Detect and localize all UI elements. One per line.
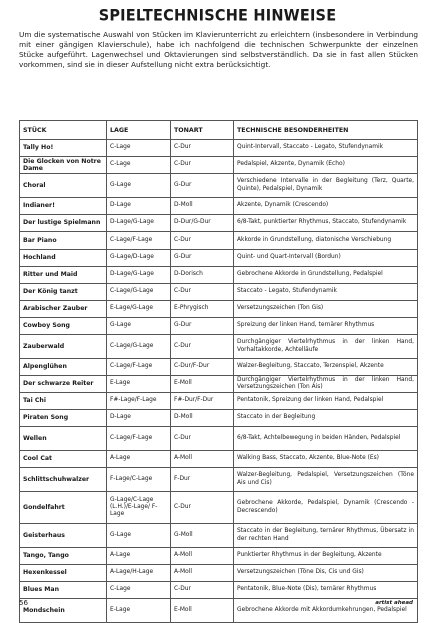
cell-technik: Pentatonik, Spreizung der linken Hand, Pedalspiel	[234, 393, 418, 410]
cell-tonart: G-Dur	[171, 174, 234, 198]
table-row	[20, 232, 418, 250]
cell-lage: G-Lage	[107, 318, 171, 335]
cell-stueck: Zauberwald	[20, 335, 107, 359]
cell-stueck: Tango, Tango	[20, 548, 107, 565]
cell-stueck: Blues Man	[20, 582, 107, 599]
cell-tonart: A-Moll	[171, 565, 234, 582]
cell-stueck: Tai Chi	[20, 393, 107, 410]
cell-tonart: E-Moll	[171, 599, 234, 623]
cell-stueck: Schlittschuhwalzer	[20, 468, 107, 492]
cell-lage: E-Lage	[107, 376, 171, 393]
cell-stueck: Der schwarze Reiter	[20, 376, 107, 393]
cell-stueck: Hexenkessel	[20, 565, 107, 582]
cell-technik: Staccato in der Begleitung	[234, 410, 418, 427]
table-row	[20, 468, 418, 492]
cell-lage: C-Lage	[107, 140, 171, 157]
cell-technik: Walking Bass, Staccato, Akzente, Blue-Note (Es)	[234, 451, 418, 468]
cell-lage: C-Lage/G-Lage	[107, 335, 171, 359]
cell-technik: Pentatonik, Blue-Note (Dis), ternärer Rhythmus	[234, 582, 418, 599]
table-row	[20, 524, 418, 548]
cell-stueck: Wellen	[20, 427, 107, 451]
cell-stueck: Mondschein	[20, 599, 107, 623]
cell-technik: Akkorde in Grundstellung, diatonische Verschiebung	[234, 232, 418, 250]
table-row	[20, 267, 418, 284]
cell-lage: A-Lage/H-Lage	[107, 565, 171, 582]
table-row	[20, 335, 418, 359]
cell-lage: D-Lage	[107, 410, 171, 427]
table-row	[20, 198, 418, 215]
table-row	[20, 492, 418, 524]
cell-lage: G-Lage	[107, 524, 171, 548]
table-row	[20, 410, 418, 427]
cell-technik: Walzer-Begleitung, Pedalspiel, Versetzungszeichen (Töne Ais und Cis)	[234, 468, 418, 492]
cell-stueck: Arabischer Zauber	[20, 301, 107, 318]
table-row	[20, 359, 418, 376]
cell-technik: 6/8-Takt, Achtelbewegung in beiden Händen, Pedalspiel	[234, 427, 418, 451]
cell-lage: F-Lage/C-Lage	[107, 468, 171, 492]
cell-lage: G-Lage/D-Lage	[107, 250, 171, 267]
cell-tonart: D-Moll	[171, 410, 234, 427]
cell-stueck: Der lustige Spielmann	[20, 215, 107, 232]
cell-stueck: Cowboy Song	[20, 318, 107, 335]
cell-stueck: Ritter und Maid	[20, 267, 107, 284]
cell-technik: Pedalspiel, Akzente, Dynamik (Echo)	[234, 157, 418, 174]
table-row	[20, 393, 418, 410]
table-row	[20, 599, 418, 623]
cell-stueck: Geisterhaus	[20, 524, 107, 548]
table-row	[20, 582, 418, 599]
cell-technik: Staccato in der Begleitung, ternärer Rhythmus, Übersatz in der rechten Hand	[234, 524, 418, 548]
table-row	[20, 157, 418, 174]
cell-technik: Quint- und Quart-Intervall (Bordun)	[234, 250, 418, 267]
cell-technik: Quint-Intervall, Staccato - Legato, Stufendynamik	[234, 140, 418, 157]
intro-paragraph	[19, 30, 418, 70]
cell-lage: E-Lage	[107, 599, 171, 623]
table-row	[20, 301, 418, 318]
cell-lage: G-Lage	[107, 174, 171, 198]
cell-tonart: E-Phrygisch	[171, 301, 234, 318]
table-body	[20, 140, 418, 623]
cell-tonart: C-Dur	[171, 140, 234, 157]
table-row	[20, 318, 418, 335]
page-number: 56	[19, 599, 28, 607]
table-row	[20, 174, 418, 198]
table-row	[20, 427, 418, 451]
cell-tonart: G-Dur	[171, 318, 234, 335]
cell-tonart: G-Dur	[171, 250, 234, 267]
cell-technik: Punktierter Rhythmus in der Begleitung, Akzente	[234, 548, 418, 565]
cell-lage: G-Lage/C-Lage (L.H.)/E-Lage/ F-Lage	[107, 492, 171, 524]
cell-lage: D-Lage/G-Lage	[107, 215, 171, 232]
cell-stueck: Choral	[20, 174, 107, 198]
cell-stueck: Bar Piano	[20, 232, 107, 250]
cell-stueck: Cool Cat	[20, 451, 107, 468]
cell-technik: Verschiedene Intervalle in der Begleitung (Terz, Quarte, Quinte), Pedalspiel, Dynamik	[234, 174, 418, 198]
cell-stueck: Die Glocken von Notre Dame	[20, 157, 107, 174]
cell-technik: Staccato - Legato, Stufendynamik	[234, 284, 418, 301]
cell-technik: Walzer-Begleitung, Staccato, Terzenspiel, Akzente	[234, 359, 418, 376]
cell-lage: D-Lage/G-Lage	[107, 267, 171, 284]
cell-lage: E-Lage/G-Lage	[107, 301, 171, 318]
header-technik: TECHNISCHE BESONDERHEITEN	[234, 121, 418, 140]
cell-tonart: D-Dorisch	[171, 267, 234, 284]
header-tonart: TONART	[171, 121, 234, 140]
cell-tonart: C-Dur	[171, 284, 234, 301]
cell-tonart: C-Dur	[171, 492, 234, 524]
cell-lage: F#-Lage/F-Lage	[107, 393, 171, 410]
header-stueck: STÜCK	[20, 121, 107, 140]
cell-tonart: D-Moll	[171, 198, 234, 215]
cell-technik: 6/8-Takt, punktierter Rhythmus, Staccato, Stufendynamik	[234, 215, 418, 232]
cell-technik: Gebrochene Akkorde in Grundstellung, Pedalspiel	[234, 267, 418, 284]
cell-lage: A-Lage	[107, 548, 171, 565]
cell-stueck: Tally Ho!	[20, 140, 107, 157]
cell-tonart: C-Dur	[171, 157, 234, 174]
cell-tonart: A-Moll	[171, 451, 234, 468]
cell-lage: C-Lage	[107, 582, 171, 599]
cell-lage: C-Lage/F-Lage	[107, 427, 171, 451]
cell-stueck: Der König tanzt	[20, 284, 107, 301]
cell-lage: C-Lage/F-Lage	[107, 232, 171, 250]
cell-technik: Gebrochene Akkorde, Pedalspiel, Dynamik (Crescendo - Decrescendo)	[234, 492, 418, 524]
cell-stueck: Alpenglühen	[20, 359, 107, 376]
cell-tonart: C-Dur	[171, 427, 234, 451]
cell-stueck: Hochland	[20, 250, 107, 267]
header-lage: LAGE	[107, 121, 171, 140]
table-row	[20, 565, 418, 582]
cell-lage: C-Lage	[107, 157, 171, 174]
cell-stueck: Piraten Song	[20, 410, 107, 427]
cell-stueck: Indianer!	[20, 198, 107, 215]
table-row	[20, 376, 418, 393]
table-row	[20, 215, 418, 232]
table-row	[20, 140, 418, 157]
page-title: SPIELTECHNISCHE HINWEISE	[98, 7, 337, 25]
cell-tonart: E-Moll	[171, 376, 234, 393]
intro-text: Um die systematische Auswahl von Stücken im Klavierunterricht zu erleichtern (insbesondere in Verbindung mit einer gängigen Klavierschule), habe ich nachfolgend die technischen Schwerpunkte der einzelnen Stücke aufgeführt. Lagenwechsel und Oktavierungen sind selbstverständlich. Da sie in fast allen Stücken vorkommen, sind sie in dieser Aufstellung nicht extra berücksichtigt.	[19, 30, 418, 70]
cell-tonart: C-Dur	[171, 582, 234, 599]
cell-technik: Durchgängiger Viertelrhythmus in der linken Hand, Versetzungszeichen (Ton Ais)	[234, 376, 418, 393]
cell-tonart: D-Dur/G-Dur	[171, 215, 234, 232]
cell-technik: Versetzungszeichen (Töne Dis, Cis und Gis)	[234, 565, 418, 582]
table-row	[20, 284, 418, 301]
table-header-row	[20, 121, 418, 140]
cell-lage: C-Lage/G-Lage	[107, 284, 171, 301]
table-row	[20, 451, 418, 468]
cell-technik: Versetzungszeichen (Ton Gis)	[234, 301, 418, 318]
cell-tonart: G-Moll	[171, 524, 234, 548]
cell-technik: Akzente, Dynamik (Crescendo)	[234, 198, 418, 215]
cell-lage: C-Lage/F-Lage	[107, 359, 171, 376]
cell-tonart: A-Moll	[171, 548, 234, 565]
cell-tonart: C-Dur	[171, 232, 234, 250]
cell-tonart: C-Dur	[171, 335, 234, 359]
cell-tonart: F-Dur	[171, 468, 234, 492]
cell-lage: D-Lage	[107, 198, 171, 215]
technique-table	[19, 120, 418, 623]
table-row	[20, 250, 418, 267]
cell-technik: Gebrochene Akkorde mit Akkordumkehrungen, Pedalspiel	[234, 599, 418, 623]
brand-logo: artist ahead	[375, 600, 413, 606]
cell-tonart: F#-Dur/F-Dur	[171, 393, 234, 410]
cell-lage: A-Lage	[107, 451, 171, 468]
cell-technik: Spreizung der linken Hand, ternärer Rhythmus	[234, 318, 418, 335]
table-row	[20, 548, 418, 565]
cell-stueck: Gondelfahrt	[20, 492, 107, 524]
cell-technik: Durchgängiger Viertelrhythmus in der linken Hand, Vorhaltakkorde, Achtelläufe	[234, 335, 418, 359]
cell-tonart: C-Dur/F-Dur	[171, 359, 234, 376]
